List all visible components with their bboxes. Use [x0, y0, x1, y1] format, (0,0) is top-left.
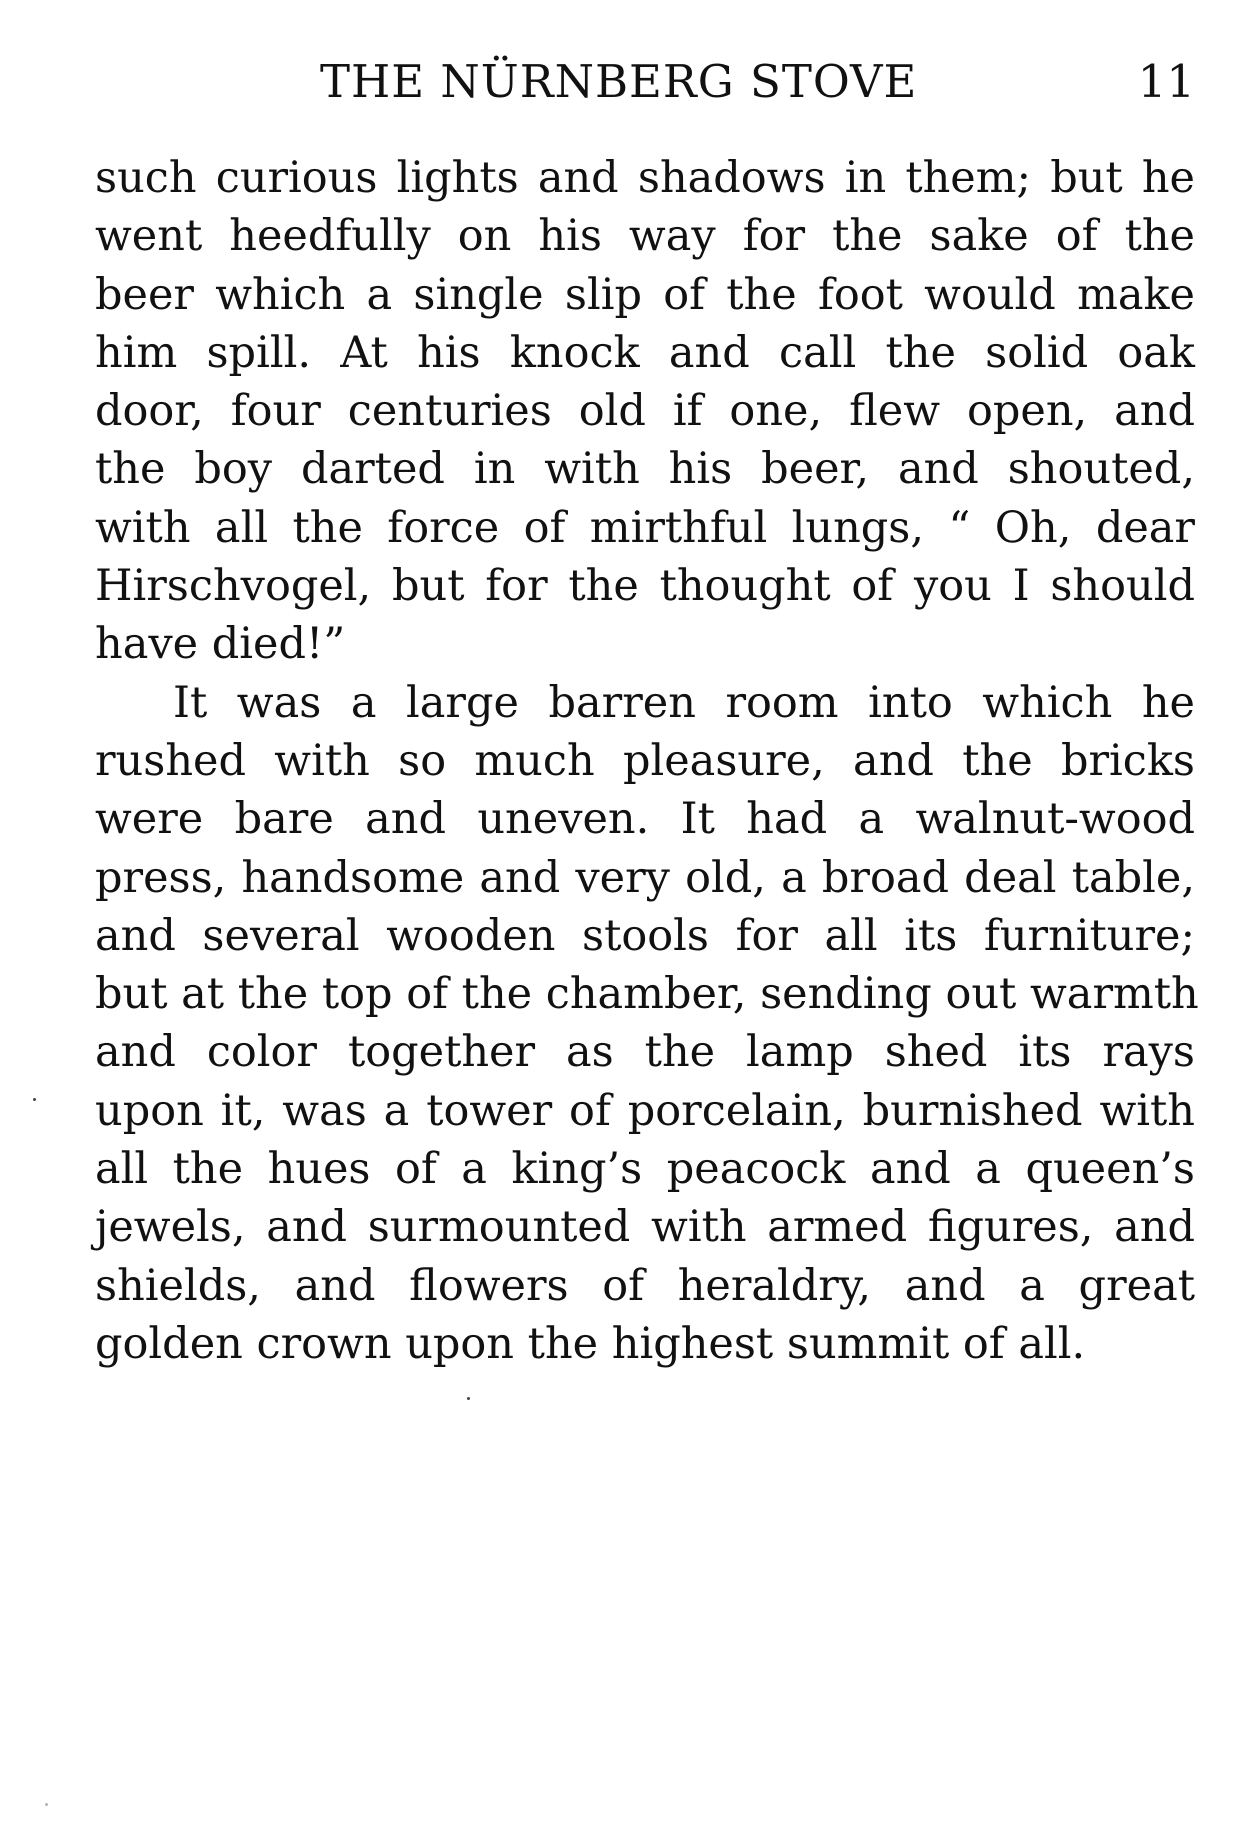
text-line: upon it, was a tower of porcelain, burnished with	[95, 1085, 1195, 1136]
text-line: went heedfully on his way for the sake of the	[95, 211, 1195, 262]
running-head	[95, 52, 1195, 112]
text-line: such curious lights and shadows in them; but he	[95, 153, 1195, 203]
text-line: door, four centuries old if one, flew open, and	[95, 386, 1195, 437]
scan-speck	[33, 1098, 36, 1101]
text-line: have died!”	[95, 619, 346, 670]
text-line: were bare and uneven. It had a walnut-wood	[95, 794, 1195, 845]
text-line: and color together as the lamp shed its rays	[95, 1027, 1195, 1078]
text-line: with all the force of mirthful lungs, “ Oh, dear	[95, 502, 1195, 553]
scan-speck	[45, 1803, 48, 1806]
text-line: It was a large barren room into which he	[173, 677, 1195, 728]
body-text	[95, 149, 1199, 1373]
text-line: Hirschvogel, but for the thought of you I should	[95, 561, 1195, 612]
text-line: press, handsome and very old, a broad deal table,	[95, 852, 1195, 903]
text-line: all the hues of a king’s peacock and a queen’s	[95, 1144, 1195, 1195]
text-line: golden crown upon the highest summit of all.	[95, 1318, 1086, 1369]
text-line: the boy darted in with his beer, and shouted,	[95, 444, 1195, 495]
page-number: 11	[1137, 55, 1195, 108]
text-line: jewels, and surmounted with armed figures, and	[95, 1202, 1195, 1253]
text-line: beer which a single slip of the foot would make	[95, 269, 1195, 320]
running-head-title: THE NÜRNBERG STOVE	[320, 55, 918, 108]
text-line: and several wooden stools for all its furniture;	[95, 910, 1195, 961]
text-line: him spill. At his knock and call the solid oak	[95, 327, 1195, 378]
scan-speck	[467, 1397, 470, 1400]
text-line: rushed with so much pleasure, and the bricks	[95, 735, 1195, 786]
text-line: but at the top of the chamber, sending out warmth	[95, 969, 1199, 1020]
text-line: shields, and flowers of heraldry, and a great	[95, 1260, 1195, 1311]
